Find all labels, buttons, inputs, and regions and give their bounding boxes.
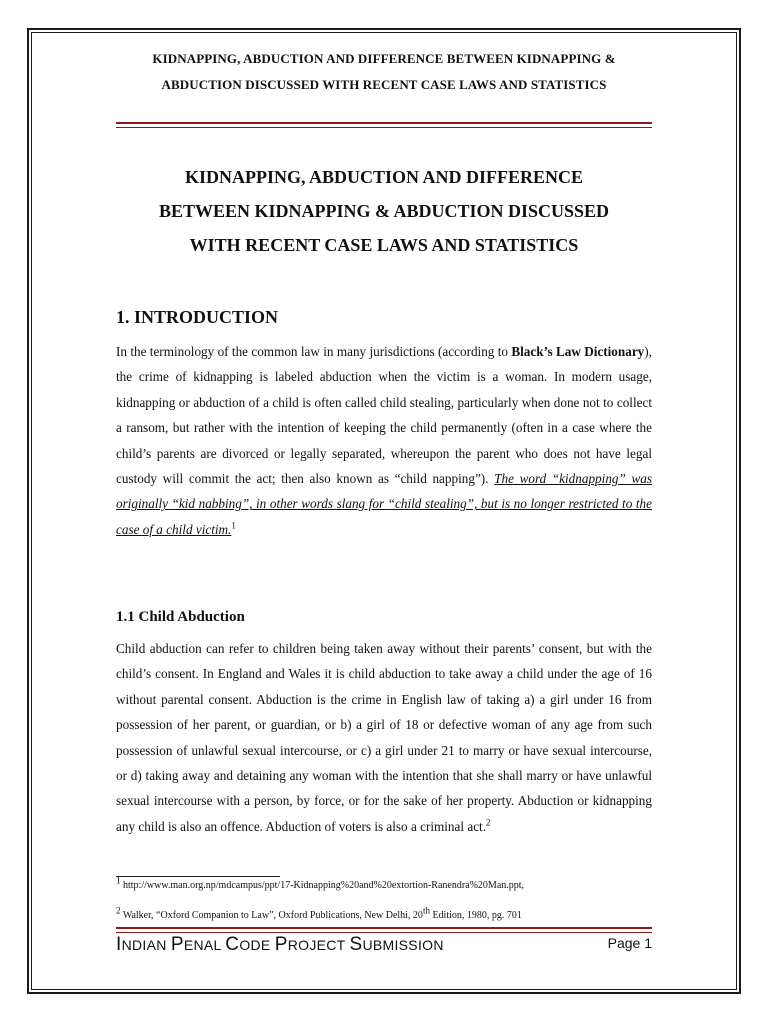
- footnote-ref-1: 1: [231, 520, 236, 531]
- page-number: Page 1: [607, 935, 652, 951]
- footnote-separator: [116, 876, 280, 877]
- footer-rest-4: ROJECT: [287, 937, 350, 953]
- footer-cap-5: S: [349, 934, 363, 955]
- intro-text-b: ), the crime of kidnapping is labeled abduction when the victim is a woman. In modern usage, kidnapping or abduction of a child is often called child stealing, particularly when done not to collect a ransom, but rather with the intention of keeping the child permanently (often in a case where the child’s parents are divorced or legally separated, whereupon the parent who does not have legal custody will commit the act; then also known as “child napping”).: [116, 344, 652, 487]
- footer-project-title: [116, 934, 444, 956]
- introduction-paragraph: [116, 339, 652, 542]
- footnote-1-text: http://www.man.org.np/mdcampus/ppt/17-Kidnapping%20and%20extortion-Ranendra%20Man.ppt,: [120, 880, 525, 891]
- running-header: [90, 46, 678, 98]
- title-line-3: WITH RECENT CASE LAWS AND STATISTICS: [189, 235, 579, 255]
- intro-bold-term: Black’s Law Dictionary: [511, 344, 645, 359]
- footer-cap-3: C: [225, 934, 240, 955]
- section-heading-introduction: 1. INTRODUCTION: [116, 307, 279, 327]
- intro-text-a: In the terminology of the common law in many jurisdictions (according to: [116, 344, 512, 359]
- footer-rule-bottom: [116, 932, 652, 933]
- footer-rest-2: ENAL: [183, 937, 226, 953]
- footnote-2: [116, 905, 652, 921]
- footer-rest-3: ODE: [239, 937, 275, 953]
- intro-italic-quote: The word “kidnapping” was originally “kid nabbing”, in other words slang for “child stealing”, but is no longer restricted to the case of a child victim.: [116, 471, 653, 537]
- header-rule-top: [116, 122, 652, 124]
- footnote-2-number: 2: [116, 905, 121, 916]
- footnote-1-number: 1: [116, 875, 121, 886]
- section-heading-child-abduction: 1.1 Child Abduction: [116, 609, 245, 625]
- footnote-2-text-a: Walker, “Oxford Companion to Law”, Oxford Publications, New Delhi, 20: [120, 910, 423, 921]
- footer-cap-1: I: [116, 934, 122, 955]
- header-rule-bottom: [116, 127, 652, 128]
- footer-rest-1: NDIAN: [121, 937, 171, 953]
- footnote-2-ordinal: th: [422, 905, 430, 916]
- header-line-1: KIDNAPPING, ABDUCTION AND DIFFERENCE BETWEEN KIDNAPPING &: [152, 51, 616, 66]
- footnote-ref-2: 2: [486, 817, 491, 828]
- footer-cap-4: P: [274, 934, 288, 955]
- child-abduction-paragraph: [116, 636, 652, 839]
- child-abduction-text: Child abduction can refer to children being taken away without their parents’ consent, but with the child’s consent. In England and Wales it is child abduction to take away a child under the age of 16 without parental consent. Abduction is the crime in English law of taking a) a girl under 16 from possession of her parent, or guardian, or b) a girl of 18 or defective woman of any age from such possession of unlawful sexual intercourse, or c) a girl under 21 to marry or have sexual intercourse, or d) taking away and detaining any woman with the intention that she shall marry or have unlawful sexual intercourse with a person, by force, or for the sake of her property. Abduction or kidnapping any child is also an offence. Abduction of voters is also a criminal act.: [116, 641, 652, 834]
- footer-rest-5: UBMISSION: [362, 937, 444, 953]
- footnote-2-text-b: Edition, 1980, pg. 701: [429, 910, 522, 921]
- document-title: [96, 160, 672, 262]
- header-line-2: ABDUCTION DISCUSSED WITH RECENT CASE LAWS AND STATISTICS: [161, 77, 607, 92]
- footer-cap-2: P: [170, 934, 184, 955]
- title-line-2: BETWEEN KIDNAPPING & ABDUCTION DISCUSSED: [158, 201, 610, 221]
- footnote-1: [116, 875, 652, 891]
- title-line-1: KIDNAPPING, ABDUCTION AND DIFFERENCE: [184, 167, 584, 187]
- footer-rule-top: [116, 927, 652, 929]
